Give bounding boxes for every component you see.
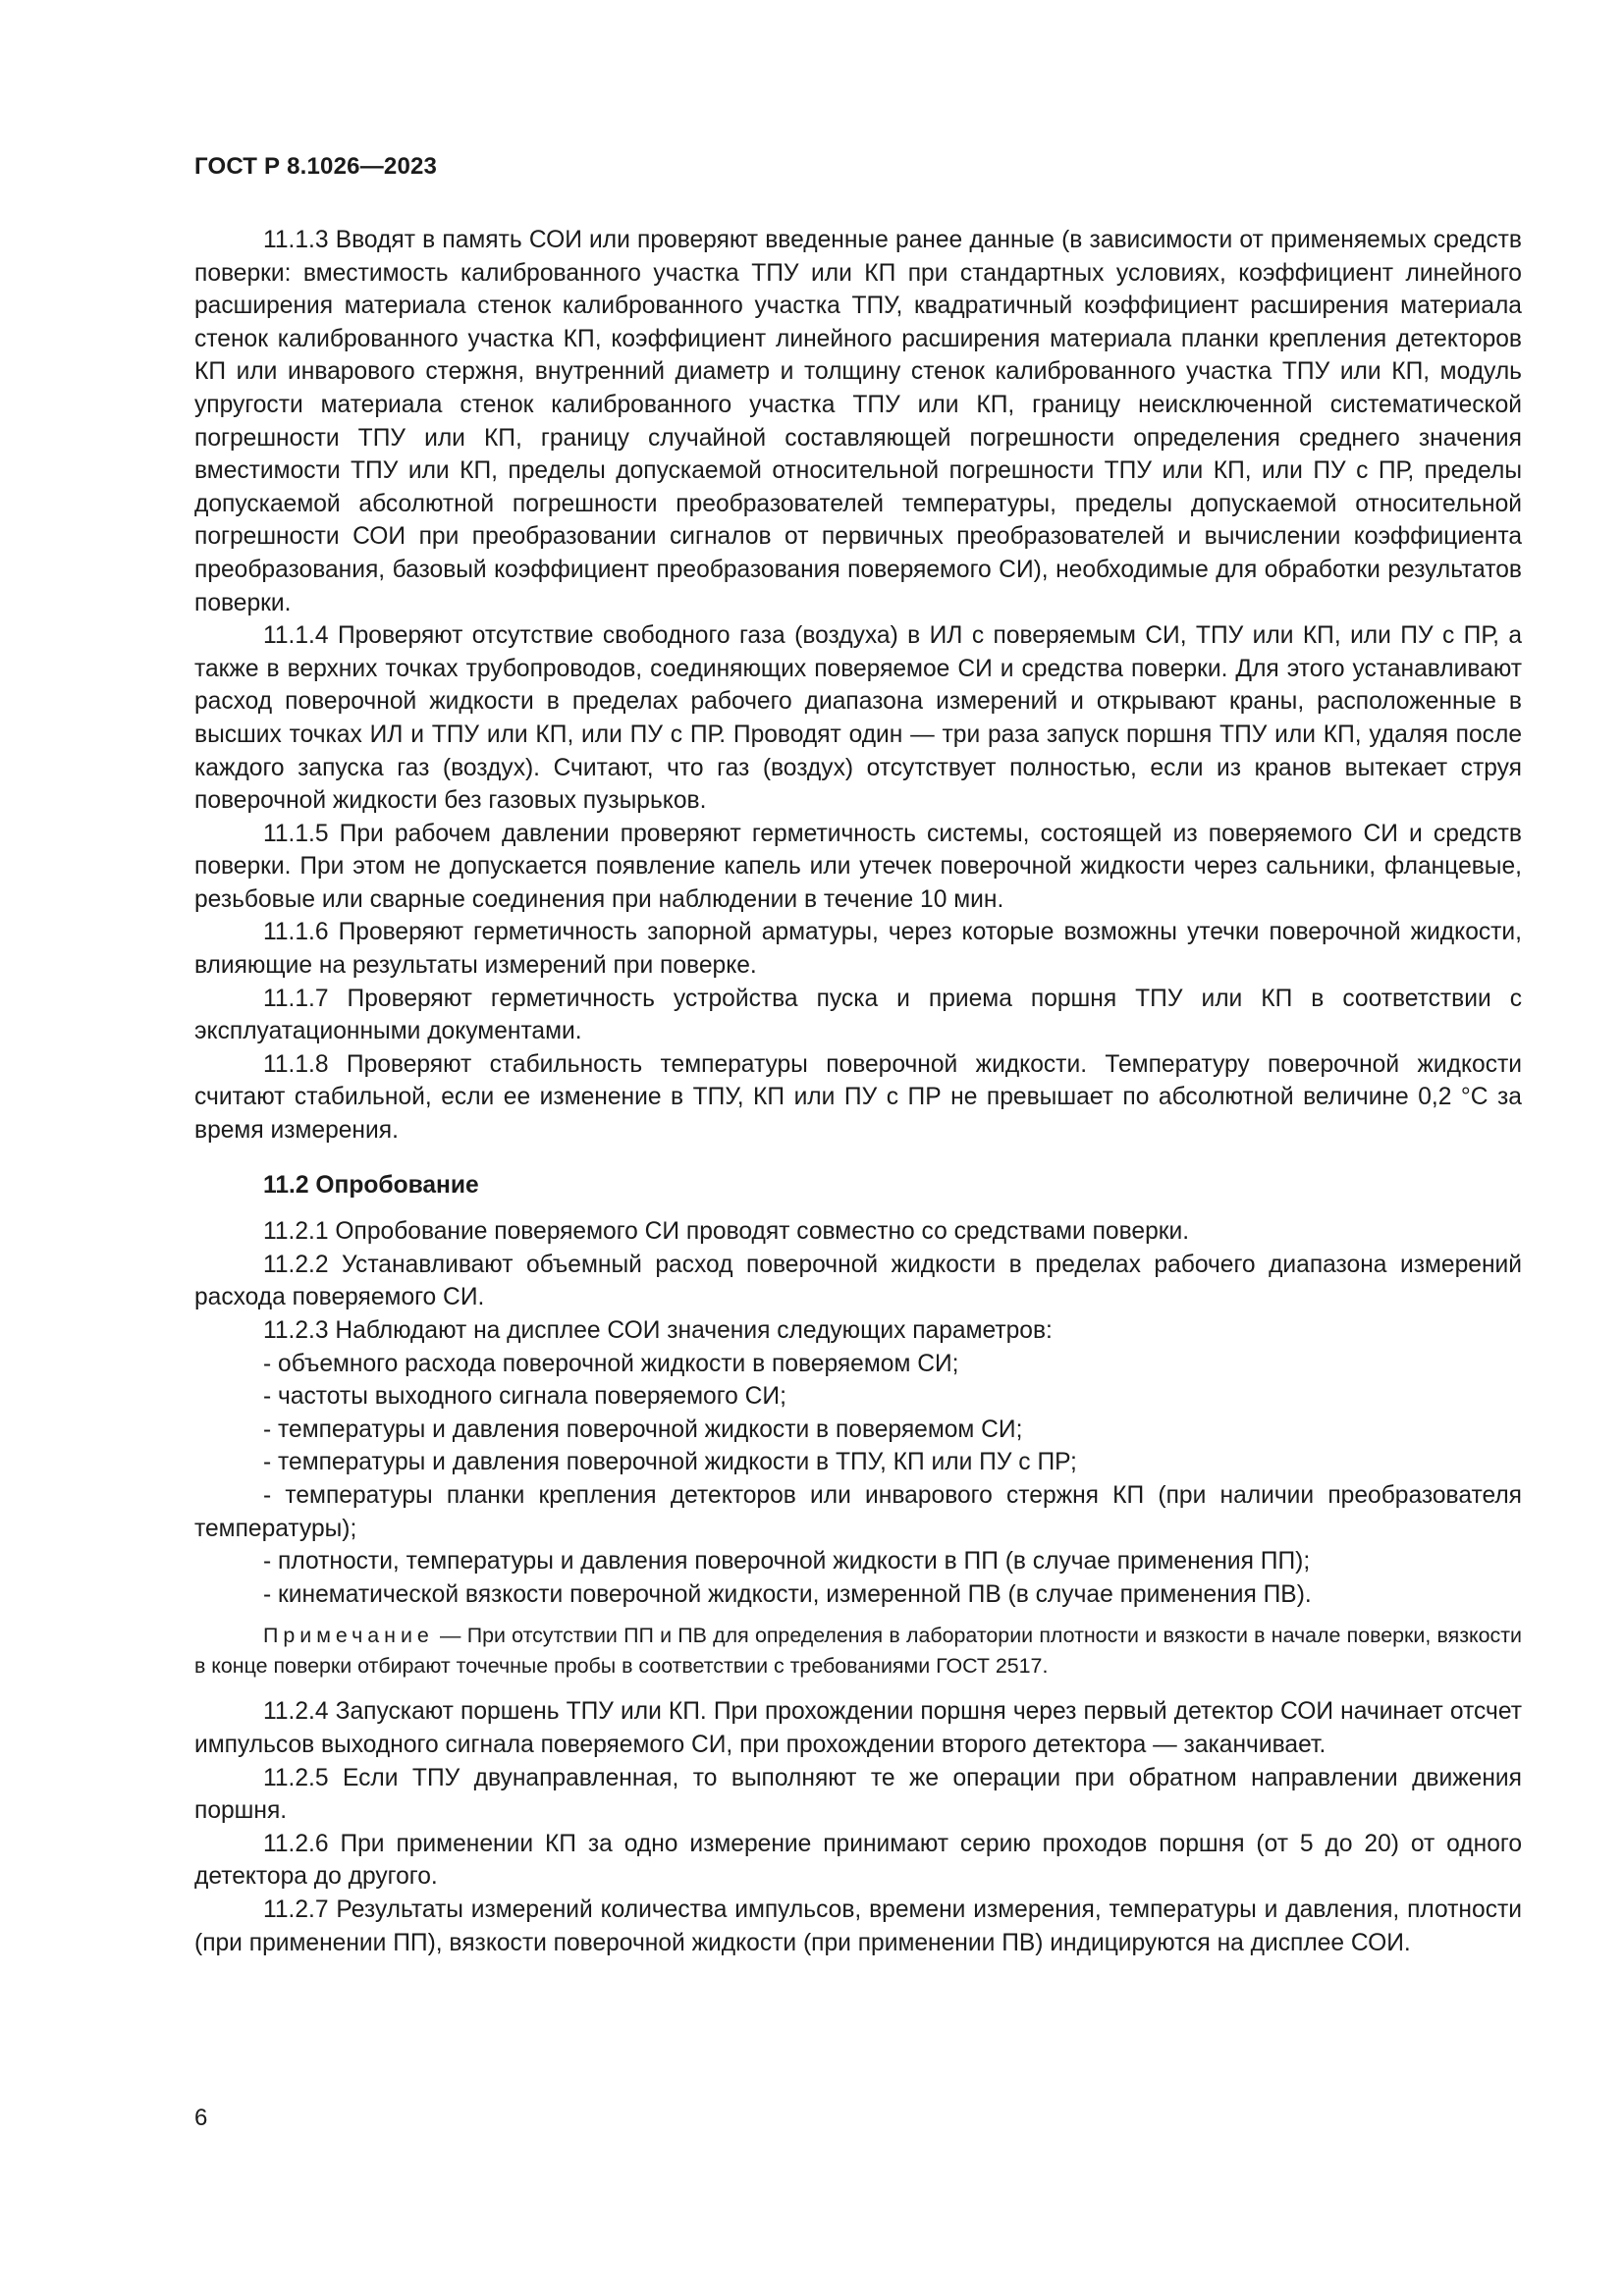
- paragraph-11-2-1: 11.2.1 Опробование поверяемого СИ проводят совместно со средствами поверки.: [263, 1218, 1190, 1246]
- paragraph-11-1-4: 11.1.4 Проверяют отсутствие свободного газа (воздуха) в ИЛ с поверяемым СИ, ТПУ или КП, или ПУ с ПР, а также в верхних точках трубопроводов, соединяющих поверяемое СИ и средства поверки. Для этого устанавливают расход поверочной жидкости в пределах рабочего диапазона измерений и открывают краны, расположенные в высших точках ИЛ и ТПУ или КП, или ПУ с ПР. Проводят один — три раза запуск поршня ТПУ или КП, удаляя после каждого запуска газ (воздух). Считают, что газ (воздух) отсутствует полностью, если из кранов вытекает струя поверочной жидкости без газовых пузырьков.: [194, 622, 1522, 815]
- list-item: - частоты выходного сигнала поверяемого СИ;: [263, 1383, 786, 1411]
- paragraph-11-2-4: 11.2.4 Запускают поршень ТПУ или КП. При прохождении поршня через первый детектор СОИ начинает отсчет импульсов выходного сигнала поверяемого СИ, при прохождении второго детектора — заканчивает.: [194, 1698, 1522, 1758]
- paragraph-11-1-8: 11.1.8 Проверяют стабильность температуры поверочной жидкости. Температуру поверочной жидкости считают стабильной, если ее изменение в ТПУ, КП или ПУ с ПР не превышает по абсолютной величине 0,2 °С за время измерения.: [194, 1050, 1522, 1145]
- document-header: ГОСТ Р 8.1026—2023: [194, 153, 438, 180]
- page-number: 6: [194, 2105, 208, 2131]
- note: [194, 1621, 1522, 1682]
- list-item: - кинематической вязкости поверочной жидкости, измеренной ПВ (в случае применения ПВ).: [263, 1580, 1312, 1608]
- document-body: [194, 224, 1522, 1959]
- paragraph-11-1-7: 11.1.7 Проверяют герметичность устройства пуска и приема поршня ТПУ или КП в соответствии с эксплуатационными документами.: [194, 985, 1522, 1045]
- paragraph-11-2-3: 11.2.3 Наблюдают на дисплее СОИ значения следующих параметров:: [263, 1317, 1053, 1344]
- paragraph-11-2-7: 11.2.7 Результаты измерений количества импульсов, времени измерения, температуры и давления, плотности (при применении ПП), вязкости поверочной жидкости (при применении ПВ) индицируются на дисплее СОИ.: [194, 1896, 1522, 1956]
- paragraph-11-1-6: 11.1.6 Проверяют герметичность запорной арматуры, через которые возможны утечки поверочной жидкости, влияющие на результаты измерений при поверке.: [194, 919, 1522, 980]
- section-heading: 11.2 Опробование: [263, 1171, 479, 1199]
- paragraph-11-2-6: 11.2.6 При применении КП за одно измерение принимают серию проходов поршня (от 5 до 20) от одного детектора до другого.: [194, 1830, 1522, 1891]
- list-item: - температуры и давления поверочной жидкости в ТПУ, КП или ПУ с ПР;: [263, 1449, 1077, 1476]
- paragraph-11-1-3: 11.1.3 Вводят в память СОИ или проверяют введенные ранее данные (в зависимости от применяемых средств поверки: вместимость калиброванного участка ТПУ или КП при стандартных условиях, коэффициент линейного расширения материала стенок калиброванного участка ТПУ, квадратичный коэффициент расширения материала стенок калиброванного участка КП, коэффициент линейного расширения материала планки крепления детекторов КП или инварового стержня, внутренний диаметр и толщину стенок калиброванного участка ТПУ или КП, модуль упругости материала стенок калиброванного участка ТПУ или КП, границу неисключенной систематической погрешности ТПУ или КП, границу случайной составляющей погрешности определения среднего значения вместимости ТПУ или КП, пределы допускаемой относительной погрешности ТПУ или КП, или ПУ с ПР, пределы допускаемой абсолютной погрешности преобразователей температуры, пределы допускаемой относительной погрешности СОИ при преобразовании сигналов от первичных преобразователей и вычислении коэффициента преобразования, базовый коэффициент преобразования поверяемого СИ), необходимые для обработки результатов поверки.: [194, 227, 1522, 616]
- paragraph-11-2-5: 11.2.5 Если ТПУ двунаправленная, то выполняют те же операции при обратном направлении движения поршня.: [194, 1764, 1522, 1825]
- note-text: — При отсутствии ПП и ПВ для определения в лаборатории плотности и вязкости в начале поверки, вязкости в конце поверки отбирают точечные пробы в соответствии с требованиями ГОСТ 2517.: [194, 1624, 1522, 1679]
- list-item: - температуры и давления поверочной жидкости в поверяемом СИ;: [263, 1415, 1023, 1443]
- paragraph-11-1-5: 11.1.5 При рабочем давлении проверяют герметичность системы, состоящей из поверяемого СИ и средств поверки. При этом не допускается появление капель или утечек поверочной жидкости через сальники, фланцевые, резьбовые или сварные соединения при наблюдении в течение 10 мин.: [194, 820, 1522, 913]
- list-item: - объемного расхода поверочной жидкости в поверяемом СИ;: [263, 1350, 959, 1377]
- list-item: - плотности, температуры и давления поверочной жидкости в ПП (в случае применения ПП);: [263, 1548, 1311, 1575]
- list-item: - температуры планки крепления детекторов или инварового стержня КП (при наличии преобразователя температуры);: [194, 1481, 1522, 1542]
- paragraph-11-2-2: 11.2.2 Устанавливают объемный расход поверочной жидкости в пределах рабочего диапазона измерений расхода поверяемого СИ.: [194, 1251, 1522, 1311]
- note-label: Примечание: [263, 1624, 434, 1648]
